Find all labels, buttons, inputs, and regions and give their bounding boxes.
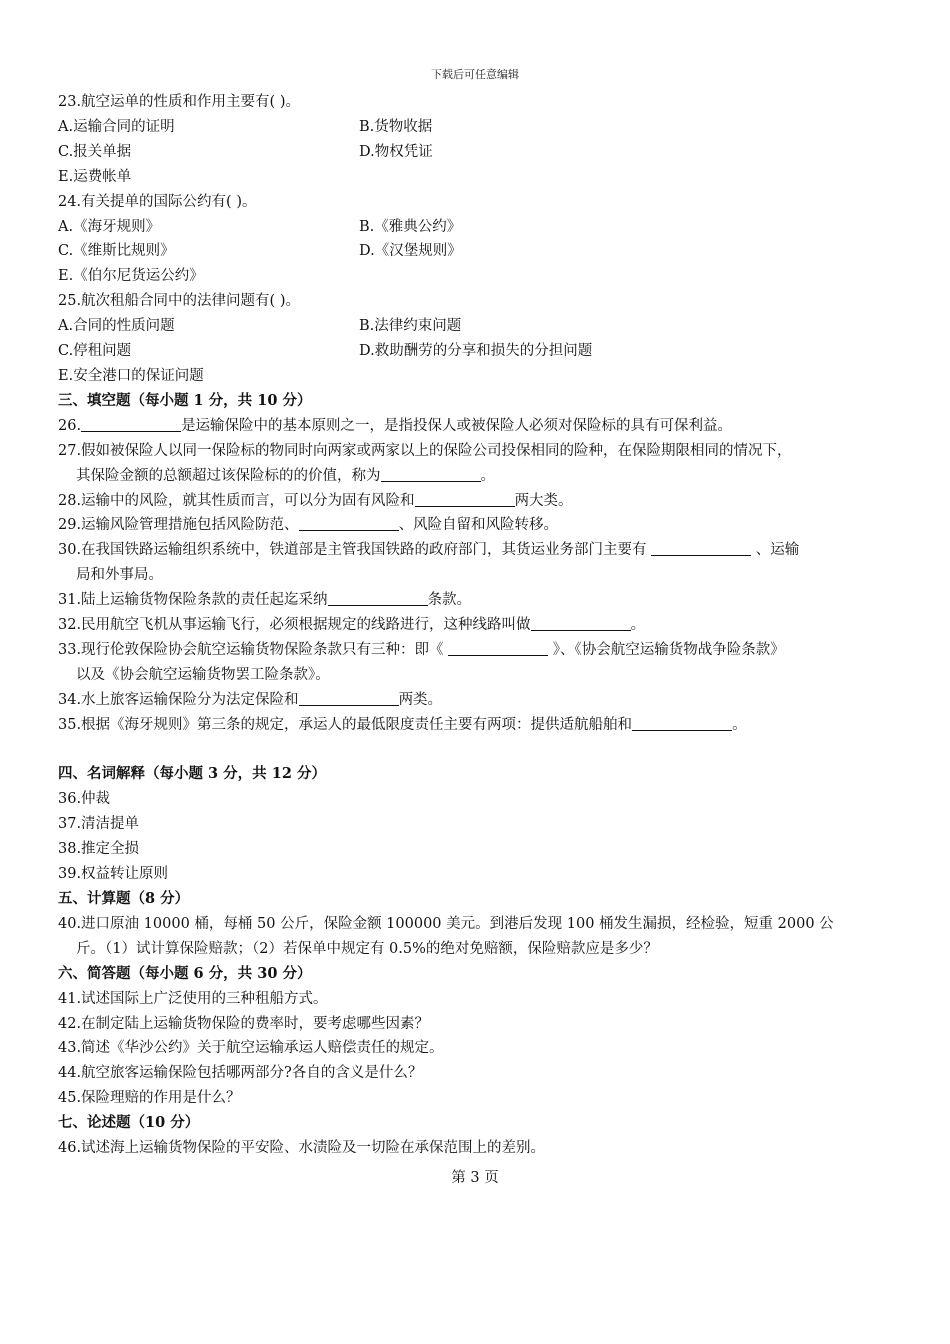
question-25-options-ab: [58, 314, 908, 339]
option-e: E.安全港口的保证问题: [58, 367, 204, 384]
short-answer-item: 43.简述《华沙公约》关于航空运输承运人赔偿责任的规定。: [58, 1040, 444, 1057]
option-c: C.报关单据: [58, 143, 132, 160]
option-b: B.《雅典公约》: [359, 218, 462, 235]
question-27-line-2: [58, 464, 908, 489]
question-40-line-1: 40.进口原油 10000 桶，每桶 50 公斤，保险金额 100000 美元。到港后发现 100 桶发生漏损，经检验，短重 2000 公: [58, 915, 834, 932]
answer-blank[interactable]: [299, 691, 399, 706]
question-text: 。: [480, 467, 495, 484]
question-text: 两类。: [398, 691, 443, 708]
question-number: 26.: [58, 417, 82, 434]
question-23-options-ab: [58, 115, 908, 140]
question-25-options-cd: [58, 339, 908, 364]
question-text: 29.运输风险管理措施包括风险防范、: [58, 517, 299, 534]
page-number: 第 3 页: [451, 1170, 499, 1186]
question-text: 其保险金额的总额超过该保险标的的价值，称为: [76, 467, 381, 484]
option-d: D.救助酬劳的分享和损失的分担问题: [359, 343, 593, 360]
answer-blank[interactable]: [651, 541, 751, 556]
option-a: A.合同的性质问题: [58, 318, 175, 335]
term-item: 36.仲裁: [58, 791, 111, 808]
question-25-stem: 25.航次租船合同中的法律问题有( )。: [58, 293, 300, 310]
question-text: 》、《协会航空运输货物战争险条款》: [548, 641, 785, 658]
question-text: 、运输: [751, 542, 800, 559]
question-text: 34.水上旅客运输保险分为法定保险和: [58, 691, 299, 708]
question-text: 。: [630, 617, 646, 634]
question-text: 、风险自留和风险转移。: [398, 517, 559, 534]
question-23-stem: 23.航空运单的性质和作用主要有( )。: [58, 94, 300, 110]
question-35: [58, 713, 908, 738]
question-31: [58, 588, 908, 613]
question-text: 32.民用航空飞机从事运输飞行，必须根据规定的线路进行，这种线路叫做: [58, 617, 531, 634]
question-27-line-1: 27.假如被保险人以同一保险标的物同时向两家或两家以上的保险公司投保相同的险种，在保险期限相同的情况下，: [58, 442, 792, 459]
question-24-options-ab: [58, 215, 908, 240]
question-text: 35.根据《海牙规则》第三条的规定，承运人的最低限度责任主要有两项：提供适航船舶和: [58, 716, 633, 733]
watermark-text: 下载后可任意编辑: [431, 68, 519, 81]
question-23-options-cd: [58, 140, 908, 165]
question-33-line-2: 以及《协会航空运输货物罢工险条款》。: [76, 666, 330, 683]
option-c: C.停租问题: [58, 343, 132, 360]
option-b: B.货物收据: [359, 118, 433, 135]
short-answer-item: 44.航空旅客运输保险包括哪两部分?各自的含义是什么？: [58, 1065, 423, 1082]
question-text: 条款。: [427, 592, 472, 609]
question-text: 30.在我国铁路运输组织系统中，铁道部是主管我国铁路的政府部门，其货运业务部门主要有: [58, 542, 652, 559]
section-7-heading: 七、论述题（10 分）: [58, 1114, 200, 1132]
exam-content: [58, 90, 908, 1161]
short-answer-item: 45.保险理赔的作用是什么？: [58, 1090, 241, 1107]
answer-blank[interactable]: [531, 616, 631, 631]
short-answer-item: 41.试述国际上广泛使用的三种租船方式。: [58, 990, 328, 1007]
question-30-line-2: 局和外事局。: [76, 567, 163, 584]
question-text: 。: [732, 716, 747, 733]
option-d: D.物权凭证: [359, 143, 433, 160]
section-6-heading: 六、简答题（每小题 6 分，共 30 分）: [58, 964, 312, 982]
term-item: 39.权益转让原则: [58, 866, 169, 883]
option-b: B.法律约束问题: [359, 318, 462, 335]
question-30-line-1: [58, 538, 908, 563]
option-d: D.《汉堡规则》: [359, 243, 462, 260]
option-a: A.运输合同的证明: [58, 118, 175, 135]
section-4-heading: 四、名词解释（每小题 3 分，共 12 分）: [58, 765, 326, 783]
section-5-heading: 五、计算题（8 分）: [58, 889, 190, 907]
question-28: [58, 489, 908, 514]
answer-blank[interactable]: [328, 591, 428, 606]
question-text: 两大类。: [514, 492, 573, 509]
question-24-stem: 24.有关提单的国际公约有( )。: [58, 193, 257, 210]
option-e: E.运费帐单: [58, 168, 132, 185]
section-3-heading: 三、填空题（每小题 1 分，共 10 分）: [58, 391, 312, 409]
question-text: 33.现行伦敦保险协会航空运输货物保险条款只有三种：即《: [58, 641, 449, 658]
question-text: 是运输保险中的基本原则之一，是指投保人或被保险人必须对保险标的具有可保利益。: [181, 417, 733, 434]
answer-blank[interactable]: [81, 417, 181, 432]
question-26: [58, 414, 908, 439]
question-32: [58, 613, 908, 638]
answer-blank[interactable]: [381, 467, 481, 482]
question-text: 28.运输中的风险，就其性质而言，可以分为固有风险和: [58, 492, 415, 509]
term-item: 38.推定全损: [58, 841, 140, 858]
question-40-line-2: 斤。（1）试计算保险赔款；（2）若保单中规定有 0.5%的绝对免赔额，保险赔款应是多少？: [76, 940, 658, 957]
answer-blank[interactable]: [299, 516, 399, 531]
answer-blank[interactable]: [632, 716, 732, 731]
answer-blank[interactable]: [448, 641, 548, 656]
question-33-line-1: [58, 638, 908, 663]
term-item: 37.清洁提单: [58, 816, 140, 833]
option-c: C.《维斯比规则》: [58, 243, 175, 260]
question-46: 46.试述海上运输货物保险的平安险、水渍险及一切险在承保范围上的差别。: [58, 1140, 546, 1157]
question-34: [58, 688, 908, 713]
question-text: 31.陆上运输货物保险条款的责任起迄采纳: [58, 592, 328, 609]
short-answer-item: 42.在制定陆上运输货物保险的费率时，要考虑哪些因素？: [58, 1015, 430, 1032]
answer-blank[interactable]: [415, 492, 515, 507]
question-24-options-cd: [58, 239, 908, 264]
option-e: E.《伯尔尼货运公约》: [58, 268, 204, 285]
spacer: [58, 738, 908, 763]
question-29: [58, 513, 908, 538]
option-a: A.《海牙规则》: [58, 218, 161, 235]
